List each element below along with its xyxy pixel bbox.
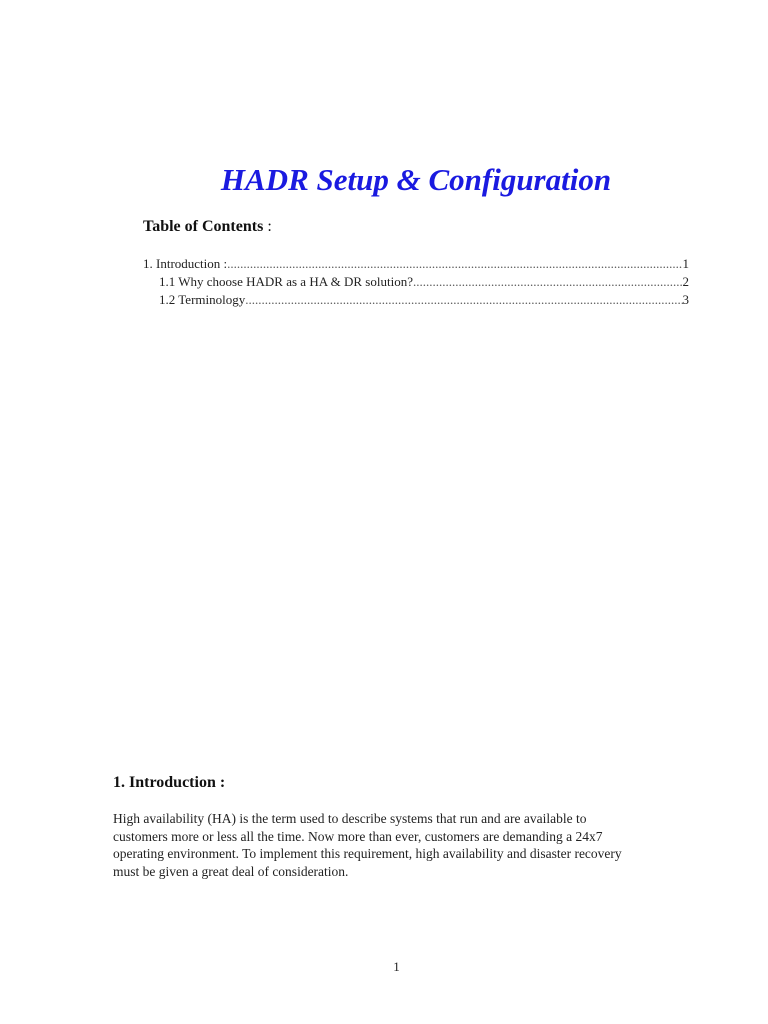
body-line: must be given a great deal of consideration. <box>113 863 349 879</box>
document-title: HADR Setup & Configuration <box>220 162 612 197</box>
toc-entry-page: 2 <box>682 274 689 289</box>
toc-entry-page: 1 <box>682 256 689 271</box>
toc-entry-terminology[interactable] <box>143 291 689 309</box>
toc-entry-why-choose-hadr[interactable] <box>143 273 689 291</box>
table-of-contents <box>143 255 689 309</box>
toc-heading-text: Table of Contents <box>143 218 264 235</box>
page-number: 1 <box>393 959 400 974</box>
toc-entry-label: 1.2 Terminology <box>159 292 246 307</box>
body-line: operating environment. To implement this requirement, high availability and disaster recovery <box>113 846 622 861</box>
toc-dot-leader <box>413 273 683 291</box>
toc-entry-page: 3 <box>682 292 689 307</box>
toc-dot-leader <box>245 291 682 309</box>
section-body <box>113 810 713 880</box>
section-heading: 1. Introduction : <box>113 774 226 791</box>
toc-dot-leader <box>227 255 682 273</box>
toc-entry-label: 1.1 Why choose HADR as a HA & DR solution? <box>159 274 413 289</box>
body-line: High availability (HA) is the term used to describe systems that run and are available to <box>113 811 587 826</box>
toc-heading <box>143 216 272 238</box>
toc-entry-label: 1. Introduction : <box>143 256 228 271</box>
body-line: customers more or less all the time. Now more than ever, customers are demanding a 24x7 <box>113 828 603 844</box>
toc-entry-introduction[interactable] <box>143 255 689 273</box>
toc-heading-suffix: : <box>263 218 272 235</box>
